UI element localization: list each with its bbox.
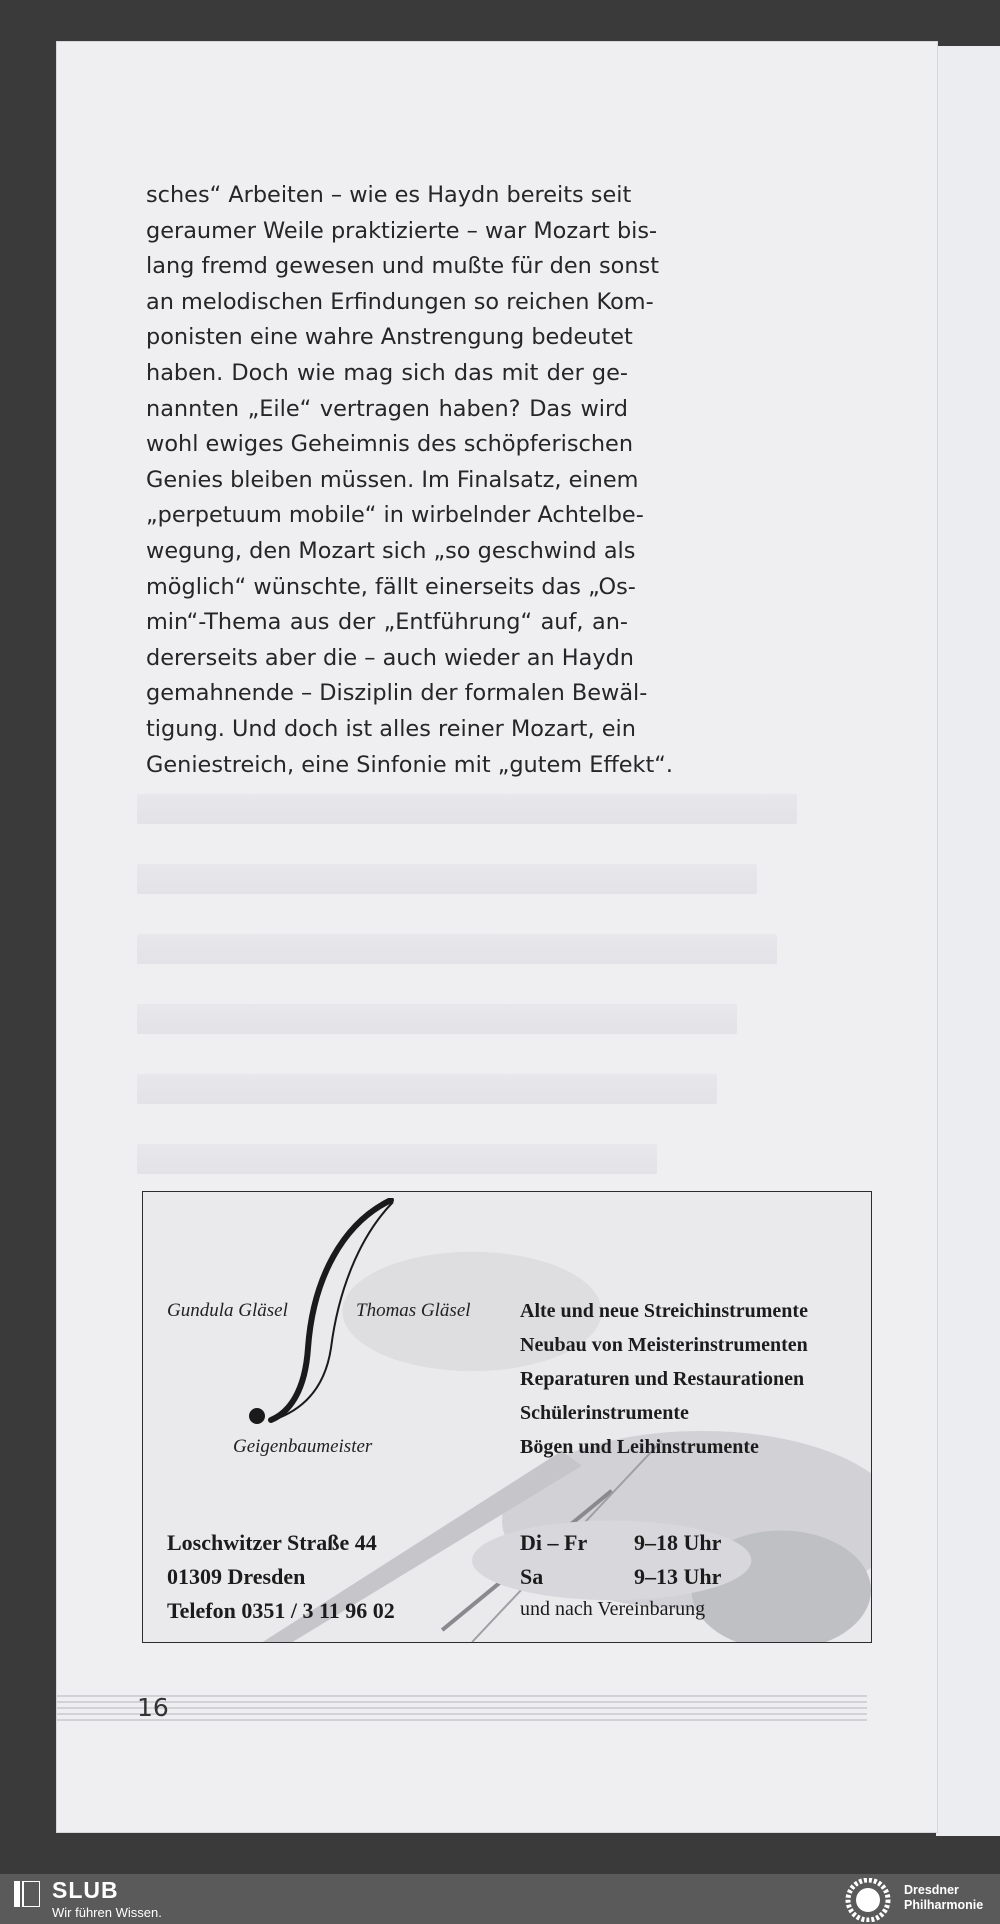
trade-title: Geigenbaumeister bbox=[233, 1436, 373, 1457]
slub-logo-icon bbox=[14, 1881, 40, 1907]
text-line: wohl ewiges Geheimnis des schöpferischen bbox=[146, 431, 634, 458]
service-item: Neubau von Meisterinstrumenten bbox=[520, 1334, 808, 1356]
article-body bbox=[146, 178, 674, 783]
show-through-text bbox=[137, 1074, 717, 1104]
text-line: lang fremd gewesen und mußte für den sonst bbox=[146, 253, 659, 280]
f-hole-logo-icon bbox=[243, 1198, 403, 1428]
text-line: dererseits aber die – auch wieder an Haydn bbox=[146, 644, 634, 671]
facing-page-edge bbox=[936, 46, 1000, 1836]
show-through-text bbox=[137, 794, 797, 824]
library-tagline: Wir führen Wissen. bbox=[52, 1905, 162, 1920]
text-line: „perpetuum mobile“ in wirbelnder Achtelbe- bbox=[146, 502, 644, 529]
text-line: sches“ Arbeiten – wie es Haydn bereits seit bbox=[146, 182, 632, 208]
text-line: Genies bleiben müssen. Im Finalsatz, einem bbox=[146, 466, 639, 493]
partner-name-line2: Philharmonie bbox=[904, 1898, 984, 1912]
text-line: ponisten eine wahre Anstrengung bedeutet bbox=[146, 324, 633, 351]
library-name: SLUB bbox=[52, 1877, 119, 1903]
text-line: haben. Doch wie mag sich das mit der ge- bbox=[146, 359, 628, 386]
text-line: an melodischen Erfindungen so reichen Kom- bbox=[146, 288, 654, 315]
show-through-text bbox=[137, 864, 757, 894]
hours-days: Di – Fr bbox=[520, 1530, 588, 1555]
text-line: Geniestreich, eine Sinfonie mit „gutem Effekt“. bbox=[146, 751, 674, 778]
text-line: möglich“ wünschte, fällt einerseits das „Os- bbox=[146, 573, 636, 600]
partner-name bbox=[904, 1883, 983, 1913]
text-line: min“-Thema aus der „Entführung“ auf, an- bbox=[146, 609, 628, 636]
address-city: 01309 Dresden bbox=[167, 1564, 306, 1589]
service-item: Bögen und Leihinstrumente bbox=[520, 1436, 759, 1458]
philharmonie-logo-icon bbox=[840, 1878, 896, 1922]
page-number: 16 bbox=[137, 1693, 169, 1722]
text-line: nannten „Eile“ vertragen haben? Das wird bbox=[146, 395, 628, 422]
text-line: geraumer Weile praktizierte – war Mozart bis- bbox=[146, 217, 658, 244]
page-rule-lines bbox=[57, 1694, 867, 1724]
maker-name-left: Gundula Gläsel bbox=[167, 1300, 288, 1321]
maker-name-right: Thomas Gläsel bbox=[356, 1300, 471, 1321]
viewer-footer-bar bbox=[0, 1874, 1000, 1924]
text-line: gemahnende – Disziplin der formalen Bewäl- bbox=[146, 680, 648, 707]
service-item: Reparaturen und Restaurationen bbox=[520, 1368, 805, 1390]
text-line: tigung. Und doch ist alles reiner Mozart, ein bbox=[146, 715, 636, 742]
service-item: Schülerinstrumente bbox=[520, 1402, 689, 1424]
hours-time: 9–18 Uhr bbox=[634, 1530, 722, 1555]
show-through-text bbox=[137, 934, 777, 964]
violin-maker-advertisement bbox=[142, 1191, 872, 1643]
hours-note: und nach Vereinbarung bbox=[520, 1598, 706, 1620]
phone-number: Telefon 0351 / 3 11 96 02 bbox=[167, 1598, 395, 1623]
text-line: wegung, den Mozart sich „so geschwind als bbox=[146, 537, 636, 564]
partner-name-line1: Dresdner bbox=[904, 1883, 959, 1897]
service-item: Alte und neue Streichinstrumente bbox=[520, 1300, 808, 1322]
hours-time: 9–13 Uhr bbox=[634, 1564, 722, 1589]
show-through-text bbox=[137, 1004, 737, 1034]
show-through-text bbox=[137, 1144, 657, 1174]
address-street: Loschwitzer Straße 44 bbox=[167, 1530, 377, 1555]
hours-days: Sa bbox=[520, 1564, 544, 1589]
